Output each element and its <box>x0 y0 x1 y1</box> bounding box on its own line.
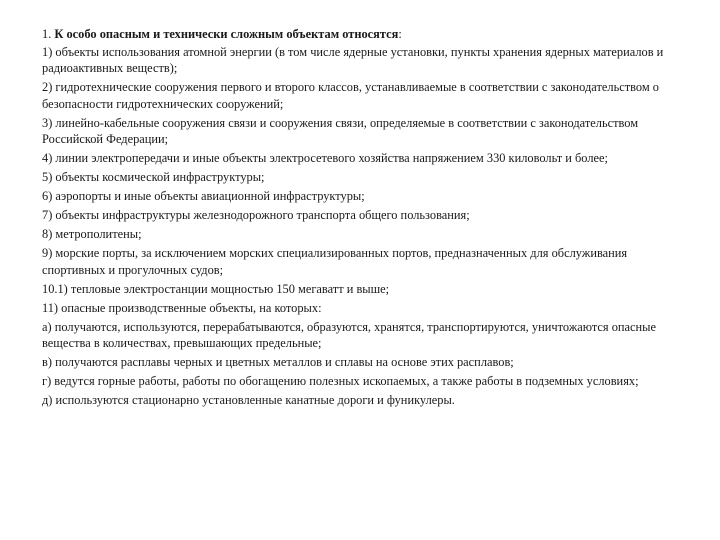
heading-colon: : <box>398 27 402 41</box>
list-item-10-1: 10.1) тепловые электростанции мощностью 150 мегаватт и выше; <box>42 281 390 296</box>
sub-item-g: г) ведутся горные работы, работы по обогащению полезных ископаемых, а также работы в подземных условиях; <box>42 374 639 388</box>
list-item-11: 11) опасные производственные объекты, на которых: <box>42 300 322 315</box>
list-item-5: 5) объекты космической инфраструктуры; <box>42 170 265 184</box>
sub-item-a: а) получаются, используются, перерабатываются, образуются, хранятся, транспортируются, уничтожаются опасные вещества в количествах, превышающих предельные; <box>42 319 657 350</box>
sub-item-d: д) используются стационарно установленные канатные дороги и фуникулеры. <box>42 393 455 407</box>
list-item-8: 8) метрополитены; <box>42 227 142 241</box>
list-item-6: 6) аэропорты и иные объекты авиационной инфраструктуры; <box>42 189 365 203</box>
sub-item-v: в) получаются расплавы черных и цветных металлов и сплавы на основе этих расплавов; <box>42 355 514 369</box>
list-item-4: 4) линии электропередачи и иные объекты электросетевого хозяйства напряжением 330 киловольт и более; <box>42 151 608 165</box>
document-body <box>42 26 682 411</box>
heading-text: К особо опасным и технически сложным объектам относятся <box>54 27 399 41</box>
document-heading <box>42 26 682 43</box>
list-item-3: 3) линейно-кабельные сооружения связи и сооружения связи, определяемые в соответствии с законодательством Российской Федерации; <box>42 115 639 146</box>
heading-number: 1. <box>42 27 52 41</box>
list-item-7: 7) объекты инфраструктуры железнодорожного транспорта общего пользования; <box>42 208 470 222</box>
list-item-1: 1) объекты использования атомной энергии (в том числе ядерные установки, пункты хранения ядерных материалов и радиоактивных веществ); <box>42 44 664 75</box>
list-item-2: 2) гидротехнические сооружения первого и второго классов, устанавливаемые в соответствии с законодательством о безопасности гидротехнических сооружений; <box>42 80 659 111</box>
list-item-9: 9) морские порты, за исключением морских специализированных портов, предназначенных для обслуживания спортивных и прогулочных судов; <box>42 246 628 277</box>
